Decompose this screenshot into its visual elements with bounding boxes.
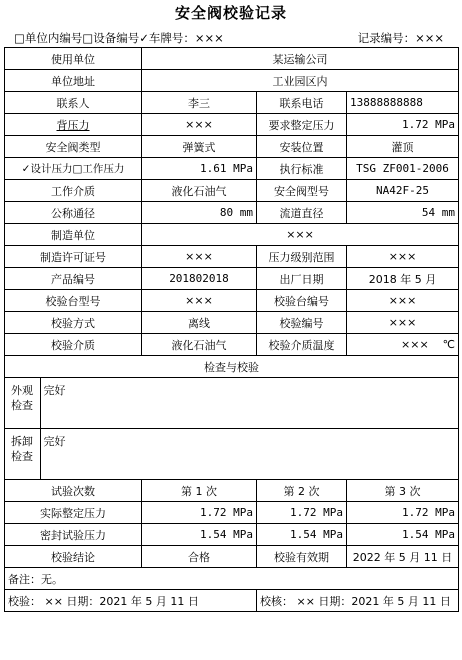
conclusion-label: 校验结论 [5,546,142,568]
plate-number-header: □单位内编号□设备编号✓车牌号：××× [14,31,224,45]
install-position-label: 安装位置 [257,136,347,158]
address-label: 单位地址 [5,70,142,92]
seal-test-pressure-label: 密封试验压力 [5,524,142,546]
reviewer-signature: 校核： ×× 日期：2021 年 5 月 11 日 [257,590,459,612]
contact-label: 联系人 [5,92,142,114]
bench-number-label: 校验台编号 [257,290,347,312]
design-pressure-value: 1.61 MPa [142,158,257,180]
user-unit-label: 使用单位 [5,48,142,70]
user-unit-value: 某运输公司 [142,48,459,70]
nominal-diameter-label: 公称通径 [5,202,142,224]
appearance-check-cell [5,378,459,429]
appearance-check-label: 外观检查 [11,384,33,412]
back-pressure-value: ××× [142,114,257,136]
standard-value: TSG ZF001-2006 [347,158,459,180]
appearance-check-value: 完好 [40,378,66,428]
valve-model-label: 安全阀型号 [257,180,347,202]
disassembly-check-value: 完好 [40,429,66,479]
factory-date-label: 出厂日期 [257,268,347,290]
disassembly-check-cell [5,429,459,480]
test-header-1: 第 1 次 [142,480,257,502]
bench-model-label: 校验台型号 [5,290,142,312]
check-number-value: ××× [347,312,459,334]
actual-set-pressure-2: 1.72 MPa [257,502,347,524]
validity-label: 校验有效期 [257,546,347,568]
license-label: 制造许可证号 [5,246,142,268]
record-number-header: 记录编号：××× [357,31,444,45]
bench-model-value: ××× [142,290,257,312]
medium-label: 工作介质 [5,180,142,202]
bench-number-value: ××× [347,290,459,312]
test-count-label: 试验次数 [5,480,142,502]
disassembly-check-label: 拆卸检查 [11,435,33,463]
manufacturer-value: ××× [142,224,459,246]
test-header-3: 第 3 次 [347,480,459,502]
design-pressure-label: ✓设计压力□工作压力 [5,158,142,180]
address-value: 工业园区内 [142,70,459,92]
standard-label: 执行标准 [257,158,347,180]
flow-diameter-value: 54 mm [347,202,459,224]
pressure-range-value: ××× [347,246,459,268]
remark: 备注：无。 [5,568,459,590]
check-temperature-label: 校验介质温度 [257,334,347,356]
inspection-section-title: 检查与校验 [5,356,459,378]
check-number-label: 校验编号 [257,312,347,334]
validity-value: 2022 年 5 月 11 日 [347,546,459,568]
install-position-value: 灌顶 [347,136,459,158]
medium-value: 液化石油气 [142,180,257,202]
document-title: 安全阀校验记录 [174,4,287,22]
manufacturer-label: 制造单位 [5,224,142,246]
license-value: ××× [142,246,257,268]
product-number-label: 产品编号 [5,268,142,290]
seal-test-pressure-3: 1.54 MPa [347,524,459,546]
conclusion-value: 合格 [142,546,257,568]
check-temperature-cell [347,334,459,356]
check-temperature-value: ××× [401,338,429,351]
required-set-pressure-label: 要求整定压力 [257,114,347,136]
flow-diameter-label: 流道直径 [257,202,347,224]
seal-test-pressure-2: 1.54 MPa [257,524,347,546]
back-pressure-label: 背压力 [5,114,142,136]
phone-value: 13888888888 [347,92,459,114]
calibration-record-table [4,47,459,612]
valve-model-value: NA42F-25 [347,180,459,202]
actual-set-pressure-3: 1.72 MPa [347,502,459,524]
check-medium-label: 校验介质 [5,334,142,356]
valve-type-value: 弹簧式 [142,136,257,158]
seal-test-pressure-1: 1.54 MPa [142,524,257,546]
nominal-diameter-value: 80 mm [142,202,257,224]
factory-date-value: 2018 年 5 月 [347,268,459,290]
phone-label: 联系电话 [257,92,347,114]
actual-set-pressure-1: 1.72 MPa [142,502,257,524]
method-value: 离线 [142,312,257,334]
temperature-unit: ℃ [442,338,456,351]
checker-signature: 校验： ×× 日期：2021 年 5 月 11 日 [5,590,257,612]
test-header-2: 第 2 次 [257,480,347,502]
pressure-range-label: 压力级别范围 [257,246,347,268]
method-label: 校验方式 [5,312,142,334]
product-number-value: 201802018 [142,268,257,290]
contact-value: 李三 [142,92,257,114]
check-medium-value: 液化石油气 [142,334,257,356]
actual-set-pressure-label: 实际整定压力 [5,502,142,524]
required-set-pressure-value: 1.72 MPa [347,114,459,136]
valve-type-label: 安全阀类型 [5,136,142,158]
